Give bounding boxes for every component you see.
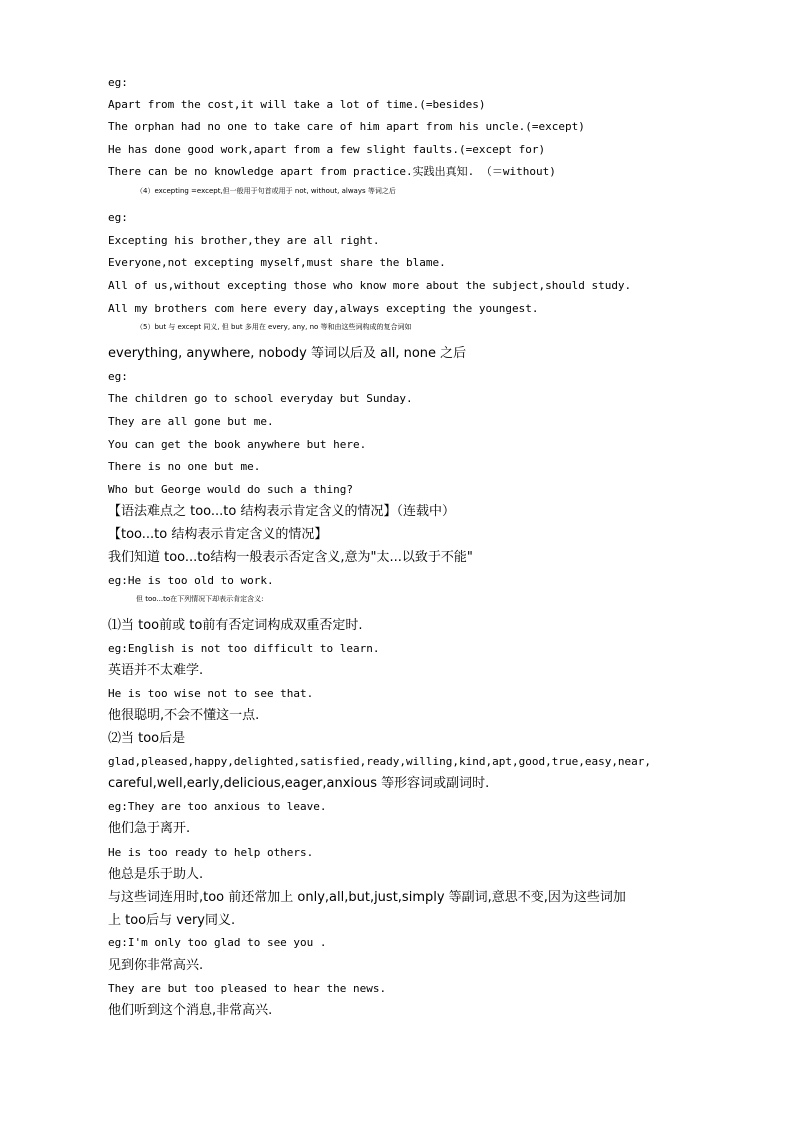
text-line: 与这些词连用时,too 前还常加上 only,all,but,just,simply 等副词,意思不变,因为这些词加 [108,890,626,905]
text-line: eg:I'm only too glad to see you . [108,936,327,949]
text-line: You can get the book anywhere but here. [108,438,367,451]
text-line: careful,well,early,delicious,eager,anxious 等形容词或副词时. [108,776,490,791]
text-line: glad,pleased,happy,delighted,satisfied,ready,willing,kind,apt,good,true,easy,near, [108,755,652,768]
text-line: All my brothers com here every day,always excepting the youngest. [108,302,539,315]
text-line: He has done good work,apart from a few slight faults.(=except for) [108,143,546,156]
text-line: All of us,without excepting those who know more about the subject,should study. [108,279,632,292]
text-line: everything, anywhere, nobody 等词以后及 all, none 之后 [108,346,467,361]
text-line: 他们听到这个消息,非常高兴. [108,1003,273,1018]
text-line: The children go to school everyday but Sunday. [108,392,413,405]
text-line: Everyone,not excepting myself,must share the blame. [108,256,446,269]
text-line: 见到你非常高兴. [108,958,204,973]
text-line: eg:English is not too difficult to learn. [108,642,380,655]
text-line: 我们知道 too...to结构一般表示否定含义,意为"太...以致于不能" [108,550,473,565]
text-line: 英语并不太难学. [108,663,204,678]
text-line: eg: [108,211,128,224]
article-title: 【语法难点之 too...to 结构表示肯定含义的情况】（连载中） [108,504,455,519]
text-line: Excepting his brother,they are all right. [108,234,380,247]
section-heading-4: （4）excepting =except,但一般用于句首或用于 not, without, always 等词之后 [136,187,396,195]
text-line: 他们急于离开. [108,821,191,836]
text-line: eg: [108,76,128,89]
text-line: eg:They are too anxious to leave. [108,800,327,813]
text-line: Apart from the cost,it will take a lot of time.(=besides) [108,98,486,111]
text-line: He is too ready to help others. [108,846,314,859]
text-line: They are but too pleased to hear the news. [108,982,387,995]
text-line: There is no one but me. [108,460,261,473]
text-line: 他很聪明,不会不懂这一点. [108,708,260,723]
section-heading-5: （5）but 与 except 同义, 但 but 多用在 every, any, no 等和由这些词构成的复合词如 [136,323,412,331]
text-line: He is too wise not to see that. [108,687,314,700]
text-line: eg:He is too old to work. [108,574,274,587]
text-line: 但 too...to在下列情况下却表示肯定含义: [136,595,264,603]
text-line: They are all gone but me. [108,415,274,428]
text-line: eg: [108,370,128,383]
text-line: 上 too后与 very同义. [108,913,236,928]
text-line: The orphan had no one to take care of him apart from his uncle.(=except) [108,120,585,133]
text-line: 他总是乐于助人. [108,867,204,882]
text-line: ⑵当 too后是 [108,731,186,746]
article-subtitle: 【too...to 结构表示肯定含义的情况】 [108,527,328,542]
text-line: ⑴当 too前或 to前有否定词构成双重否定时. [108,618,363,633]
text-line: There can be no knowledge apart from practice.实践出真知. （＝without) [108,165,556,178]
text-line: Who but George would do such a thing? [108,483,354,496]
